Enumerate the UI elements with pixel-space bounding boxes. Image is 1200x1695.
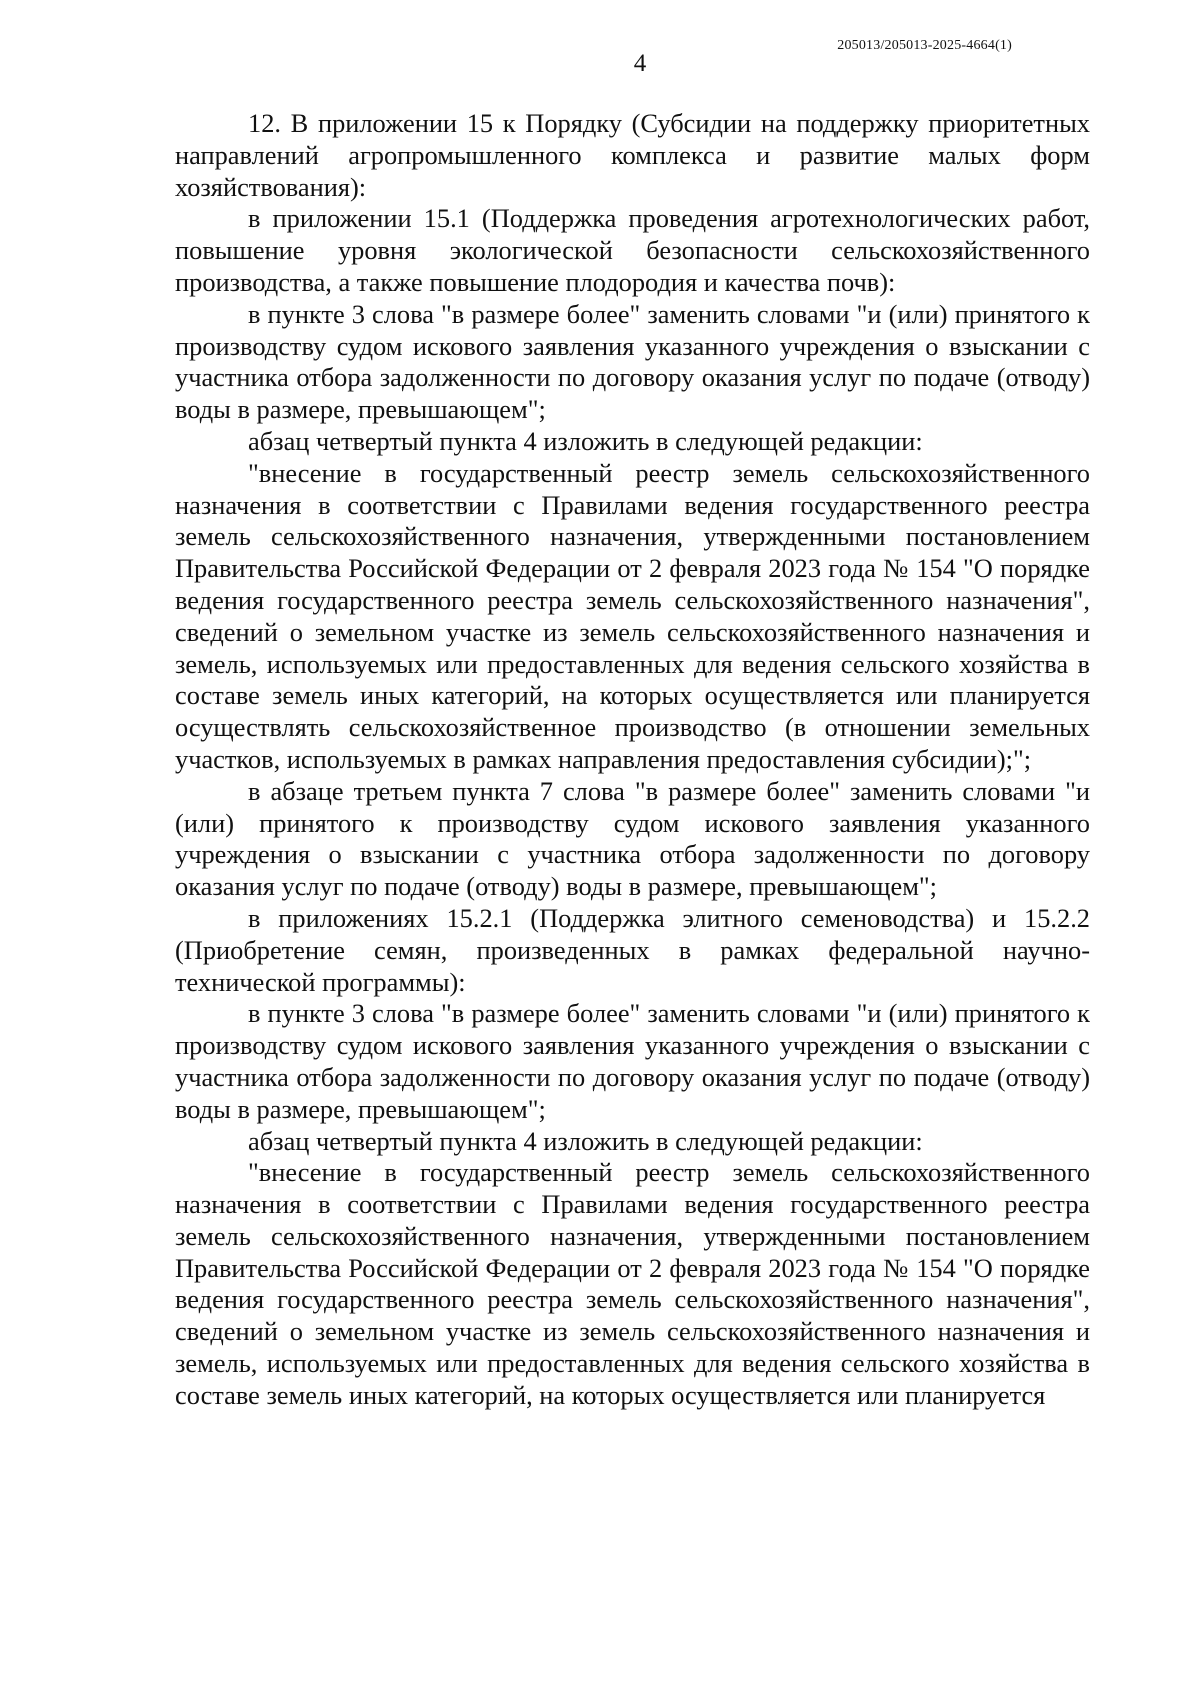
paragraph-point-4-new-text: "внесение в государственный реестр земель сельскохозяйственного назначения в соответствии с Правилами ведения государственного реестра земель сельскохозяйственного назначения, утвержденными постановлением Правительства Российской Федерации от 2 февраля 2023 года № 154 "О порядке ведения государственного реестра земель сельскохозяйственного назначения", сведений о земельном участке из земель сельскохозяйственного назначения и земель, используемых или предоставленных для ведения сельского хозяйства в составе земель иных категорий, на которых осуществляется или планируется осуществлять сельскохозяйственное производство (в отношении земельных участков, используемых в рамках направления предоставления субсидии);"; bbox=[175, 457, 1090, 774]
document-body bbox=[175, 108, 1090, 1412]
paragraph-point-4-new-text-2: "внесение в государственный реестр земель сельскохозяйственного назначения в соответствии с Правилами ведения государственного реестра земель сельскохозяйственного назначения, утвержденными постановлением Правительства Российской Федерации от 2 февраля 2023 года № 154 "О порядке ведения государственного реестра земель сельскохозяйственного назначения", сведений о земельном участке из земель сельскохозяйственного назначения и земель, используемых или предоставленных для ведения сельского хозяйства в составе земель иных категорий, на которых осуществляется или планируется bbox=[175, 1157, 1090, 1410]
paragraph-point-4-intro: абзац четвертый пункта 4 изложить в следующей редакции: bbox=[248, 425, 923, 456]
document-id: 205013/205013-2025-4664(1) bbox=[837, 38, 1012, 53]
paragraph-annex-15-1: в приложении 15.1 (Поддержка проведения агротехнологических работ, повышение уровня экологической безопасности сельскохозяйственного производства, а также повышение плодородия и качества почв): bbox=[175, 203, 1090, 297]
paragraph-point-4-intro-2: абзац четвертый пункта 4 изложить в следующей редакции: bbox=[248, 1125, 923, 1156]
paragraph-point-7-amendment: в абзаце третьем пункта 7 слова "в размере более" заменить словами "и (или) принятого к производству судом искового заявления указанного учреждения о взыскании с участника отбора задолженности по договору оказания услуг по подаче (отводу) воды в размере, превышающем"; bbox=[175, 775, 1090, 902]
paragraph-item-12-intro: 12. В приложении 15 к Порядку (Субсидии на поддержку приоритетных направлений агропромышленного комплекса и развитие малых форм хозяйствования): bbox=[175, 108, 1090, 202]
paragraph-point-3-amendment-2: в пункте 3 слова "в размере более" заменить словами "и (или) принятого к производству судом искового заявления указанного учреждения о взыскании с участника отбора задолженности по договору оказания услуг по подаче (отводу) воды в размере, превышающем"; bbox=[175, 998, 1090, 1124]
paragraph-annexes-15-2: в приложениях 15.2.1 (Поддержка элитного семеноводства) и 15.2.2 (Приобретение семян, произведенных в рамках федеральной научно-технической программы): bbox=[175, 902, 1090, 997]
page-number: 4 bbox=[633, 50, 647, 77]
paragraph-point-3-amendment: в пункте 3 слова "в размере более" заменить словами "и (или) принятого к производству судом искового заявления указанного учреждения о взыскании с участника отбора задолженности по договору оказания услуг по подаче (отводу) воды в размере, превышающем"; bbox=[175, 298, 1090, 425]
